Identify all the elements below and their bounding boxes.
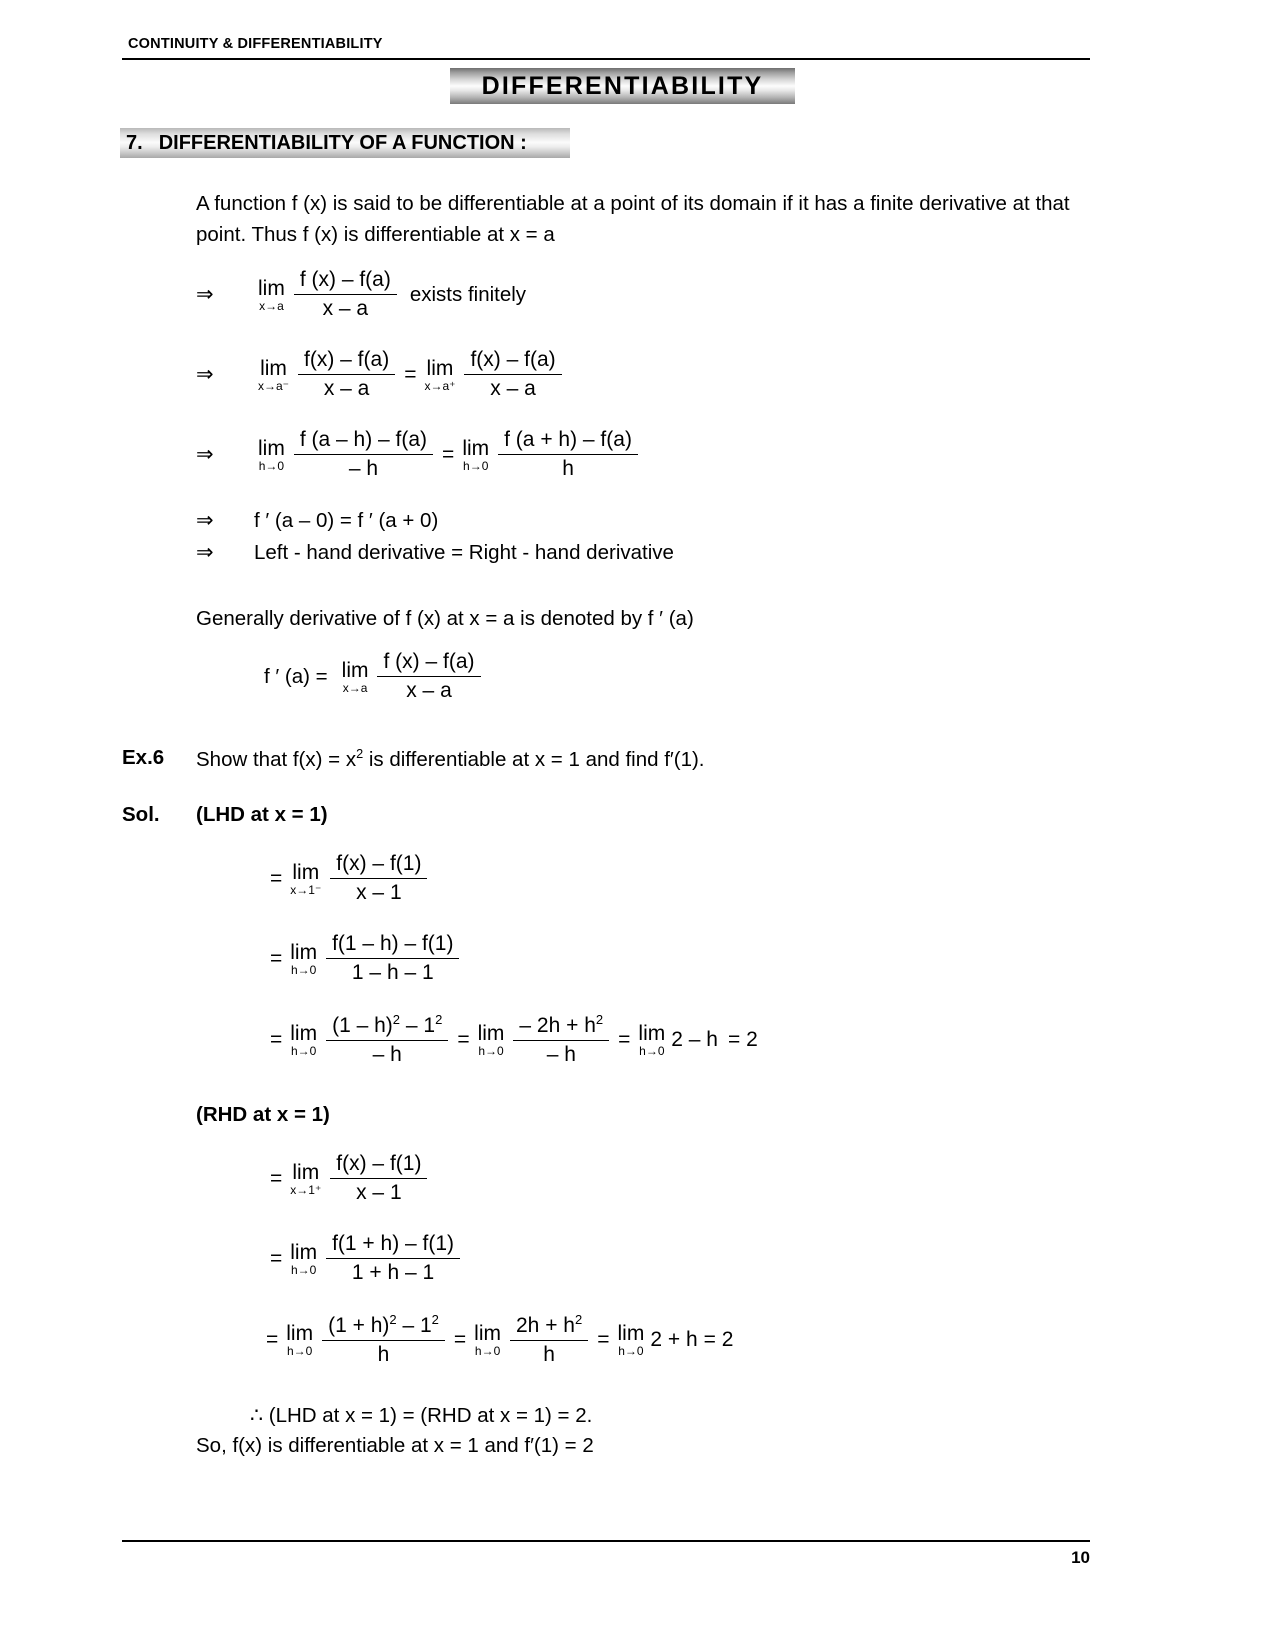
fraction-numerator: f(x) – f(1): [336, 852, 422, 875]
lhd-line-3-equation: [266, 1012, 758, 1068]
fraction: [322, 1312, 445, 1368]
fraction-denominator: x – a: [464, 374, 561, 402]
derivative-definition-formula: [264, 650, 486, 704]
limit-op-label: lim: [638, 1021, 666, 1045]
fraction: [326, 1012, 448, 1068]
fraction-numerator: [513, 1012, 609, 1040]
limit-operator: [474, 1323, 501, 1357]
example-label: Ex.6: [122, 746, 165, 769]
fraction: [330, 852, 427, 906]
fraction: [330, 1152, 427, 1206]
limit-subscript: h→0: [291, 1262, 317, 1277]
fraction-numerator: f(x) – f(1): [336, 1152, 422, 1175]
fraction-numerator: [326, 1012, 448, 1040]
limit-operator: [290, 1242, 317, 1276]
limit-subscript: x→1⁻: [290, 882, 322, 897]
limit-subscript: h→0: [287, 1343, 313, 1358]
limit-operator: [638, 1023, 665, 1057]
limit-op-label: lim: [260, 356, 287, 380]
limit-op-label: lim: [341, 658, 369, 682]
example-statement: [196, 746, 705, 772]
equals-sign: =: [442, 442, 455, 466]
section-title: DIFFERENTIABILITY OF A FUNCTION :: [158, 131, 527, 154]
fraction-denominator: – h: [326, 1040, 448, 1068]
limit-subscript: x→a: [259, 298, 284, 313]
example-statement-post: is differentiable at x = 1 and find f′(1).: [363, 747, 705, 771]
rhd-line-1-equation: [266, 1152, 432, 1206]
limit-op-label: lim: [258, 436, 285, 460]
num-mid: – 1: [400, 1014, 436, 1037]
equals-sign: =: [270, 946, 283, 970]
limit-subscript: x→a: [342, 680, 368, 695]
fraction-denominator: h: [498, 454, 638, 482]
fraction-denominator: – h: [513, 1040, 609, 1068]
lhd-line-3: [266, 1012, 758, 1068]
num-exponent: 2: [574, 1312, 583, 1327]
fraction: [377, 650, 480, 704]
limit-op-label: lim: [477, 1021, 505, 1045]
limit-op-label: lim: [462, 436, 490, 460]
step1-equation: [254, 268, 526, 322]
step4-text: f ′ (a – 0) = f ′ (a + 0): [254, 508, 439, 532]
limit-op-label: lim: [292, 860, 320, 884]
limit-operator: [286, 1323, 313, 1357]
limit-expression: 2 + h: [650, 1327, 698, 1351]
conclusion-line-1: ∴ (LHD at x = 1) = (RHD at x = 1) = 2.: [250, 1404, 593, 1427]
fraction-numerator: f(1 – h) – f(1): [332, 932, 454, 955]
step1-trailing-text: exists finitely: [409, 282, 527, 306]
fraction: [326, 1232, 460, 1286]
fraction: [464, 348, 561, 402]
lhd-line-2: [266, 932, 464, 986]
limit-op-label: lim: [426, 356, 454, 380]
fraction: [326, 932, 459, 986]
limit-op-label: lim: [474, 1321, 501, 1345]
limit-operator: [258, 358, 289, 392]
fraction-denominator: x – a: [298, 374, 395, 402]
fraction-numerator: f (a + h) – f(a): [504, 428, 632, 451]
fraction-denominator: – h: [294, 454, 433, 482]
derivation-step-3: [196, 428, 643, 482]
section-heading-bar: [120, 128, 570, 158]
num-base: – 2h + h: [519, 1014, 596, 1037]
num-mid: – 1: [396, 1314, 432, 1337]
num-base: (1 – h): [332, 1014, 393, 1037]
limit-operator: [290, 862, 321, 896]
limit-op-label: lim: [290, 1240, 318, 1264]
limit-op-label: lim: [286, 1321, 314, 1345]
fraction: [498, 428, 638, 482]
rhd-line-2-equation: [266, 1232, 465, 1286]
limit-subscript: h→0: [474, 1343, 501, 1358]
running-head: CONTINUITY & DIFFERENTIABILITY: [128, 36, 383, 52]
fraction-numerator: [510, 1312, 588, 1340]
lhd-line-1-equation: [266, 852, 432, 906]
intro-line-1: A function f (x) is said to be differentiable at a point of its domain if it has a finite derivative at that: [196, 192, 1070, 215]
limit-operator: [342, 660, 369, 694]
limit-operator: [258, 438, 285, 472]
equals-sign: =: [597, 1327, 610, 1351]
footer-rule: [122, 1540, 1090, 1542]
implies-arrow-icon: ⇒: [196, 541, 214, 564]
limit-subscript: h→0: [618, 1343, 644, 1358]
example-statement-pre: Show that f(x) = x: [196, 747, 357, 771]
fraction-denominator: x – a: [377, 676, 480, 704]
num-base: 2h + h: [516, 1314, 575, 1337]
step3-equation: [254, 428, 643, 482]
fraction-numerator: f (a – h) – f(a): [299, 428, 428, 451]
implies-arrow-icon: ⇒: [196, 283, 214, 307]
num-exponent: 2: [595, 1012, 604, 1027]
lhd-heading: (LHD at x = 1): [196, 803, 328, 826]
limit-op-label: lim: [290, 940, 318, 964]
rhd-heading: (RHD at x = 1): [196, 1103, 330, 1126]
fraction-denominator: 1 + h – 1: [326, 1258, 460, 1286]
equals-sign: =: [618, 1027, 631, 1051]
limit-subscript: x→1⁺: [290, 1182, 322, 1197]
fraction-denominator: x – 1: [330, 1178, 427, 1206]
fraction-numerator: f (x) – f(a): [299, 268, 391, 291]
limit-op-label: lim: [617, 1321, 645, 1345]
derivation-step-1: [196, 268, 526, 322]
limit-operator: [290, 1162, 321, 1196]
fraction-numerator: f(1 + h) – f(1): [332, 1232, 455, 1255]
intro-line-2: point. Thus f (x) is differentiable at x = a: [196, 223, 555, 246]
fraction-denominator: x – 1: [330, 878, 427, 906]
fraction-numerator: f(x) – f(a): [470, 348, 556, 371]
limit-operator: [290, 1023, 317, 1057]
limit-operator: [424, 358, 455, 392]
fraction-numerator: f(x) – f(a): [304, 348, 390, 371]
example-statement-exponent: 2: [356, 746, 364, 761]
implies-arrow-icon: ⇒: [196, 363, 214, 387]
equals-sign: =: [270, 1166, 283, 1190]
f-prime-a-label: f ′ (a) =: [264, 664, 328, 688]
fraction-numerator: f (x) – f(a): [383, 650, 475, 673]
fraction-denominator: h: [510, 1340, 588, 1368]
implies-arrow-icon: ⇒: [196, 443, 214, 467]
limit-operator: [258, 278, 285, 312]
lhd-line-2-equation: [266, 932, 464, 986]
limit-subscript: h→0: [463, 458, 489, 473]
intro-paragraph: [196, 188, 1096, 250]
limit-op-label: lim: [292, 1160, 320, 1184]
section-number: 7.: [126, 131, 143, 154]
fraction: [294, 268, 397, 322]
rhd-line-2: [266, 1232, 465, 1286]
num-exponent-2: 2: [435, 1012, 443, 1027]
fraction-numerator: [322, 1312, 445, 1340]
step5-text: Left - hand derivative = Right - hand derivative: [254, 540, 674, 564]
limit-operator: [478, 1023, 505, 1057]
lhd-result: = 2: [727, 1027, 758, 1051]
fraction: [294, 428, 433, 482]
solution-label: Sol.: [122, 803, 160, 826]
limit-operator: [618, 1323, 645, 1357]
fraction-denominator: 1 – h – 1: [326, 958, 459, 986]
conclusion-line-2: So, f(x) is differentiable at x = 1 and f′(1) = 2: [196, 1434, 594, 1457]
limit-subscript: h→0: [291, 962, 317, 977]
limit-subscript: x→a⁻: [258, 378, 290, 393]
num-base: (1 + h): [328, 1314, 390, 1337]
fraction: [513, 1012, 609, 1068]
limit-subscript: h→0: [639, 1043, 665, 1058]
lhd-line-1: [266, 852, 432, 906]
generally-text: Generally derivative of f (x) at x = a is denoted by f ′ (a): [196, 607, 694, 630]
derivation-step-4: [196, 508, 438, 533]
header-rule: [122, 58, 1090, 60]
step2-equation: [254, 348, 567, 402]
limit-subscript: h→0: [291, 1043, 317, 1058]
equals-sign: =: [266, 1327, 279, 1351]
derivation-step-2: [196, 348, 567, 402]
derivation-step-5: [196, 540, 674, 565]
limit-subscript: h→0: [478, 1043, 504, 1058]
equals-sign: =: [270, 1246, 283, 1270]
limit-expression: 2 – h: [671, 1027, 718, 1051]
fraction-denominator: x – a: [294, 294, 397, 322]
equals-sign: =: [404, 362, 417, 386]
fraction: [510, 1312, 588, 1368]
num-exponent-2: 2: [431, 1312, 439, 1327]
limit-op-label: lim: [258, 276, 285, 300]
limit-operator: [290, 942, 317, 976]
derivative-definition-equation: [264, 650, 486, 704]
equals-sign: =: [457, 1027, 470, 1051]
limit-subscript: x→a⁺: [424, 378, 456, 393]
limit-operator: [462, 438, 489, 472]
fraction: [298, 348, 395, 402]
rhd-line-3-equation: [262, 1312, 733, 1368]
equals-sign: =: [453, 1327, 467, 1351]
page-number: 10: [1071, 1548, 1090, 1567]
implies-arrow-icon: ⇒: [196, 509, 214, 532]
chapter-banner-title: DIFFERENTIABILITY: [481, 71, 764, 100]
equals-sign: =: [270, 866, 283, 890]
rhd-line-1: [266, 1152, 432, 1206]
rhd-result: = 2: [703, 1327, 734, 1351]
rhd-line-3: [262, 1312, 733, 1368]
fraction-denominator: h: [322, 1340, 445, 1368]
limit-subscript: h→0: [258, 458, 285, 473]
equals-sign: =: [270, 1027, 283, 1051]
limit-op-label: lim: [290, 1021, 318, 1045]
num-exponent: 2: [392, 1012, 401, 1027]
chapter-banner: [450, 68, 795, 104]
num-exponent: 2: [389, 1312, 397, 1327]
